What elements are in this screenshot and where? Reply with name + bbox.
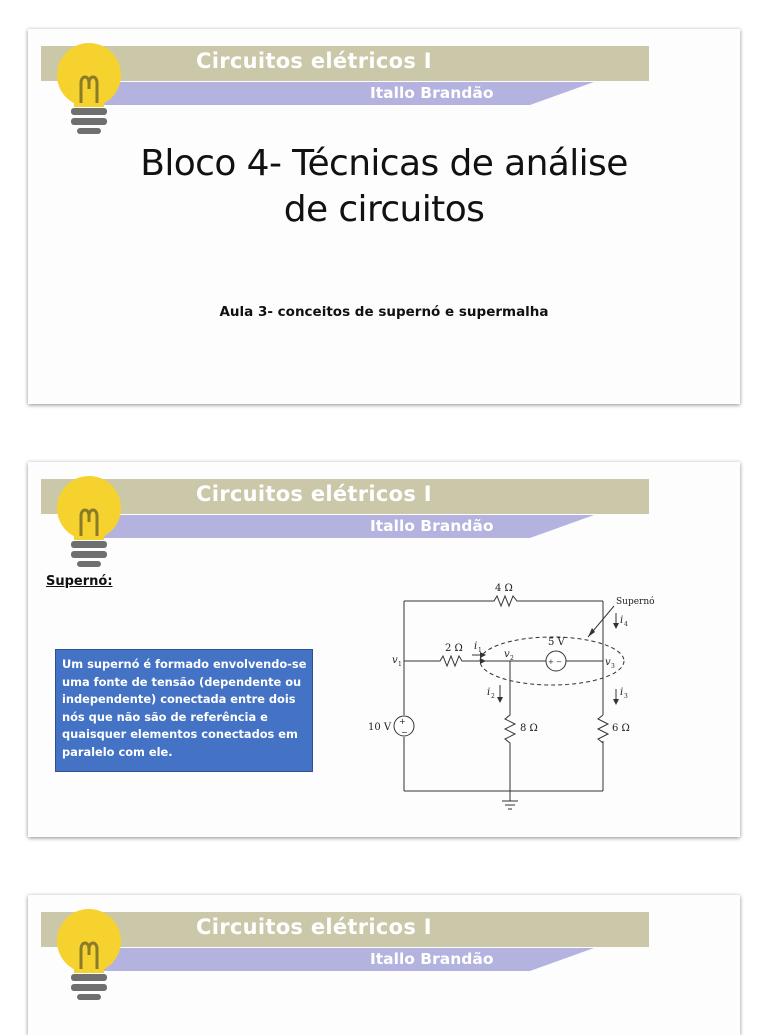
definition-box: Um supernó é formado envolvendo-se uma fonte de tensão (dependente ou independente) conectada entre dois nós que não são de referência e quaisquer elementos conectados em paralelo com ele. <box>55 649 313 772</box>
wire-middle <box>404 656 546 666</box>
slide-title <box>28 141 740 233</box>
svg-text:−: − <box>401 728 408 737</box>
wire-top <box>404 596 603 606</box>
author-bar <box>94 948 594 971</box>
resistor-8-label: 8 Ω <box>520 723 538 734</box>
current-i1-subscript: 1 <box>478 647 482 654</box>
svg-text:+ −: + − <box>548 658 562 666</box>
slide-1 <box>28 29 740 404</box>
course-title: Circuitos elétricos I <box>196 915 432 939</box>
current-i2-label: i <box>487 687 491 698</box>
resistor-2-label: 2 Ω <box>445 643 463 654</box>
supernode-label: Supernó <box>616 597 655 607</box>
node-v1-label: v <box>392 655 398 666</box>
author-name: Itallo Brandão <box>370 84 494 102</box>
slide-2 <box>28 462 740 837</box>
current-i1-label: i <box>474 641 478 652</box>
node-v2-subscript: 2 <box>510 655 514 662</box>
course-title: Circuitos elétricos I <box>196 482 432 506</box>
lightbulb-icon <box>50 907 128 1005</box>
node-v2-label: v <box>504 649 510 660</box>
current-i3-label: i <box>620 687 624 698</box>
slide-title-line1: Bloco 4- Técnicas de análise <box>140 143 628 184</box>
current-i2-subscript: 2 <box>491 693 495 700</box>
source-10v-label: 10 V <box>368 722 392 733</box>
slide-subtitle: Aula 3- conceitos de supernó e supermalha <box>219 304 549 320</box>
slide-3 <box>28 895 740 1035</box>
current-i4-subscript: 4 <box>624 621 628 628</box>
node-v3-subscript: 3 <box>611 663 615 670</box>
author-name: Itallo Brandão <box>370 950 494 968</box>
lightbulb-icon <box>50 474 128 572</box>
lightbulb-icon <box>50 41 128 139</box>
section-label: Supernó: <box>46 574 113 589</box>
author-name: Itallo Brandão <box>370 517 494 535</box>
circuit-diagram <box>366 579 670 812</box>
current-i4-label: i <box>620 615 624 626</box>
svg-text:+: + <box>399 717 406 726</box>
slide-title-line2: de circuitos <box>283 189 485 230</box>
resistor-4-label: 4 Ω <box>495 583 513 594</box>
node-v3-label: v <box>605 657 611 668</box>
source-5v-label: 5 V <box>548 637 565 648</box>
author-bar <box>94 82 594 105</box>
node-v1-subscript: 1 <box>398 661 402 668</box>
course-title: Circuitos elétricos I <box>196 49 432 73</box>
author-bar <box>94 515 594 538</box>
resistor-6-label: 6 Ω <box>612 723 630 734</box>
current-i3-subscript: 3 <box>624 693 628 700</box>
